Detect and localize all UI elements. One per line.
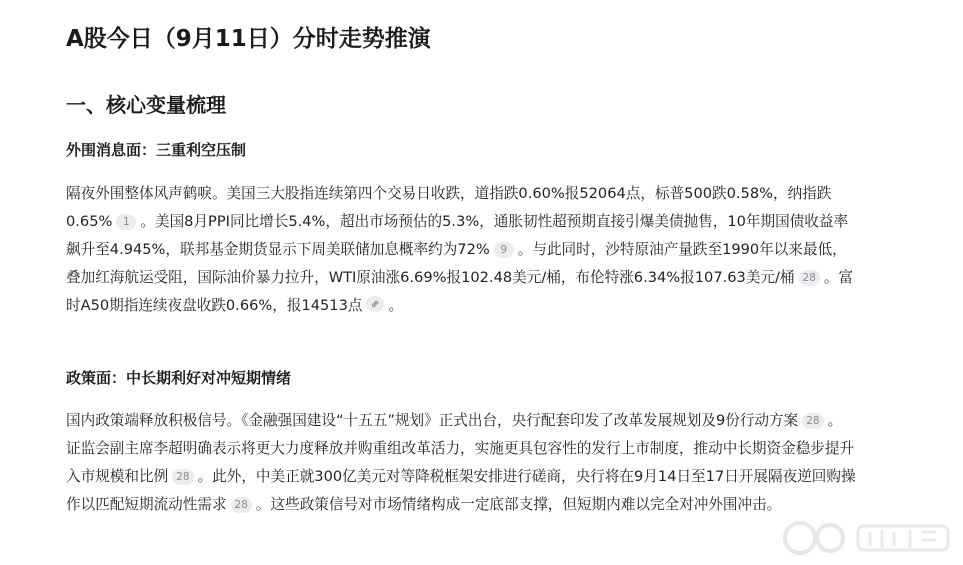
policy-heading: 政策面：中长期利好对冲短期情绪	[66, 369, 292, 387]
external-news-heading: 外围消息面：三重利空压制	[66, 141, 247, 159]
section-heading: 一、核心变量梳理	[66, 93, 226, 117]
citation-badge[interactable]: 28	[799, 270, 820, 286]
text-run: 。与此同时，沙特原油产量跌至1990年以来最低，叠加红海航运受阻，国际油价暴力拉升，WTI原油涨6.69%报102.48美元/桶，布伦特涨6.34%报107.63美元/桶	[66, 241, 847, 286]
citation-badge[interactable]: 28	[172, 469, 193, 485]
text-run: 。美国8月PPI同比增长5.4%，超出市场预估的5.3%，通胀韧性超预期直接引爆美债抛售，10年期国债收益率飙升至4.945%，联邦基金期货显示下周美联储加息概率约为72%	[66, 213, 849, 258]
page-title: A股今日（9月11日）分时走势推演	[66, 26, 431, 52]
link-icon	[370, 299, 380, 309]
text-run: 。这些政策信号对市场情绪构成一定底部支撑，但短期内难以完全对冲外围冲击。	[255, 496, 782, 513]
text-run: 。	[388, 297, 404, 314]
citation-badge[interactable]: 1	[116, 214, 136, 230]
text-run: 。富时A50期指连续夜盘收跌0.66%，报14513点	[66, 269, 854, 314]
policy-paragraph	[66, 407, 856, 519]
citation-badge[interactable]: 9	[494, 242, 514, 258]
external-news-paragraph	[66, 180, 856, 320]
citation-badge[interactable]: 28	[802, 413, 823, 429]
text-run: 隔夜外围整体风声鹤唳。美国三大股指连续第四个交易日收跌，道指跌0.60%报52064点，标普500跌0.58%，纳指跌0.65%	[66, 185, 832, 230]
weibo-watermark	[770, 516, 955, 560]
citation-badge[interactable]: 28	[231, 497, 252, 513]
text-run: 。证监会副主席李超明确表示将更大力度释放并购重组改革活力，实施更具包容性的发行上市制度，推动中长期资金稳步提升入市规模和比例	[66, 412, 855, 485]
link-citation-badge[interactable]	[366, 296, 384, 312]
text-run: 。此外，中美正就300亿美元对等降税框架安排进行磋商，央行将在9月14日至17日开展隔夜逆回购操作以匹配短期流动性需求	[66, 468, 856, 513]
text-run: 国内政策端释放积极信号。《金融强国建设“十五五”规划》正式出台，央行配套印发了改革发展规划及9份行动方案	[66, 412, 799, 429]
